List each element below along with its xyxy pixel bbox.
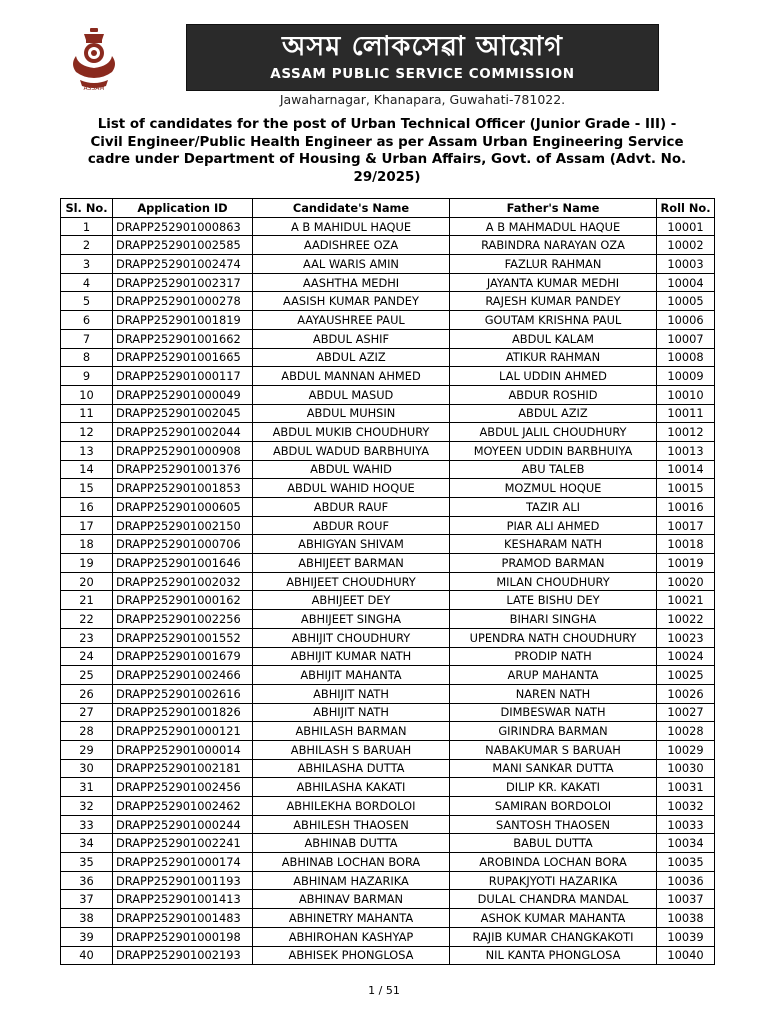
table-row <box>61 871 715 890</box>
cell-application-id: DRAPP252901000117 <box>113 367 253 386</box>
table-row <box>61 367 715 386</box>
cell-roll-no: 10026 <box>657 684 715 703</box>
cell-roll-no: 10024 <box>657 647 715 666</box>
table-row <box>61 498 715 517</box>
cell-application-id: DRAPP252901000014 <box>113 740 253 759</box>
cell-application-id: DRAPP252901001413 <box>113 890 253 909</box>
table-row <box>61 647 715 666</box>
cell-sl-no: 18 <box>61 535 113 554</box>
cell-application-id: DRAPP252901001646 <box>113 554 253 573</box>
cell-candidate-name: ABHIJIT KUMAR NATH <box>253 647 450 666</box>
cell-application-id: DRAPP252901000174 <box>113 853 253 872</box>
cell-candidate-name: AASHTHA MEDHI <box>253 273 450 292</box>
cell-sl-no: 19 <box>61 554 113 573</box>
cell-father-name: LAL UDDIN AHMED <box>450 367 657 386</box>
table-row <box>61 236 715 255</box>
cell-father-name: GIRINDRA BARMAN <box>450 722 657 741</box>
table-row <box>61 610 715 629</box>
cell-candidate-name: ABHIJEET DEY <box>253 591 450 610</box>
cell-roll-no: 10010 <box>657 385 715 404</box>
cell-roll-no: 10030 <box>657 759 715 778</box>
cell-roll-no: 10037 <box>657 890 715 909</box>
table-row <box>61 292 715 311</box>
cell-application-id: DRAPP252901002256 <box>113 610 253 629</box>
cell-candidate-name: ABDUL AZIZ <box>253 348 450 367</box>
commission-title-native: অসম লোকসেৱা আয়োগ <box>282 31 563 62</box>
cell-father-name: SANTOSH THAOSEN <box>450 815 657 834</box>
cell-father-name: BABUL DUTTA <box>450 834 657 853</box>
table-row <box>61 217 715 236</box>
cell-roll-no: 10011 <box>657 404 715 423</box>
cell-application-id: DRAPP252901002193 <box>113 946 253 965</box>
cell-candidate-name: ABDUL WADUD BARBHUIYA <box>253 441 450 460</box>
cell-sl-no: 23 <box>61 628 113 647</box>
cell-roll-no: 10038 <box>657 909 715 928</box>
cell-sl-no: 20 <box>61 572 113 591</box>
cell-father-name: DILIP KR. KAKATI <box>450 778 657 797</box>
cell-father-name: NAREN NATH <box>450 684 657 703</box>
cell-father-name: RAJIB KUMAR CHANGKAKOTI <box>450 927 657 946</box>
cell-candidate-name: ABHILASH S BARUAH <box>253 740 450 759</box>
table-row <box>61 591 715 610</box>
cell-father-name: NIL KANTA PHONGLOSA <box>450 946 657 965</box>
cell-candidate-name: ABDUL MANNAN AHMED <box>253 367 450 386</box>
table-row <box>61 554 715 573</box>
document-heading <box>60 116 714 186</box>
cell-father-name: ARUP MAHANTA <box>450 666 657 685</box>
commission-title-english: ASSAM PUBLIC SERVICE COMMISSION <box>270 66 575 82</box>
cell-roll-no: 10018 <box>657 535 715 554</box>
cell-sl-no: 15 <box>61 479 113 498</box>
heading-line: Civil Engineer/Public Health Engineer as per Assam Urban Engineering Service <box>90 134 684 150</box>
table-row <box>61 404 715 423</box>
cell-father-name: DIMBESWAR NATH <box>450 703 657 722</box>
cell-father-name: RAJESH KUMAR PANDEY <box>450 292 657 311</box>
cell-sl-no: 17 <box>61 516 113 535</box>
cell-candidate-name: ABHIJEET SINGHA <box>253 610 450 629</box>
cell-candidate-name: ABDUL MUKIB CHOUDHURY <box>253 423 450 442</box>
cell-roll-no: 10019 <box>657 554 715 573</box>
cell-roll-no: 10004 <box>657 273 715 292</box>
cell-sl-no: 21 <box>61 591 113 610</box>
cell-father-name: PIAR ALI AHMED <box>450 516 657 535</box>
cell-father-name: UPENDRA NATH CHOUDHURY <box>450 628 657 647</box>
column-header-father-name: Father's Name <box>450 199 657 218</box>
table-row <box>61 311 715 330</box>
cell-application-id: DRAPP252901000121 <box>113 722 253 741</box>
table-row <box>61 703 715 722</box>
cell-candidate-name: ABHIROHAN KASHYAP <box>253 927 450 946</box>
cell-roll-no: 10005 <box>657 292 715 311</box>
cell-father-name: RUPAKJYOTI HAZARIKA <box>450 871 657 890</box>
table-header-row <box>61 199 715 218</box>
cell-sl-no: 1 <box>61 217 113 236</box>
cell-father-name: A B MAHMADUL HAQUE <box>450 217 657 236</box>
cell-roll-no: 10034 <box>657 834 715 853</box>
cell-candidate-name: ABHISEK PHONGLOSA <box>253 946 450 965</box>
cell-sl-no: 25 <box>61 666 113 685</box>
cell-candidate-name: ABHILESH THAOSEN <box>253 815 450 834</box>
table-row <box>61 834 715 853</box>
table-row <box>61 423 715 442</box>
cell-father-name: AROBINDA LOCHAN BORA <box>450 853 657 872</box>
cell-candidate-name: ABDUL WAHID <box>253 460 450 479</box>
table-row <box>61 255 715 274</box>
cell-sl-no: 37 <box>61 890 113 909</box>
cell-candidate-name: ABHINAV BARMAN <box>253 890 450 909</box>
table-row <box>61 797 715 816</box>
cell-roll-no: 10022 <box>657 610 715 629</box>
cell-candidate-name: ABHILEKHA BORDOLOI <box>253 797 450 816</box>
cell-roll-no: 10020 <box>657 572 715 591</box>
table-row <box>61 684 715 703</box>
commission-banner <box>186 24 659 91</box>
commission-address: Jawaharnagar, Khanapara, Guwahati-781022. <box>279 92 566 107</box>
cell-sl-no: 6 <box>61 311 113 330</box>
cell-candidate-name: ABHILASHA DUTTA <box>253 759 450 778</box>
cell-candidate-name: ABHINAM HAZARIKA <box>253 871 450 890</box>
cell-application-id: DRAPP252901001662 <box>113 329 253 348</box>
page-indicator: 1 / 51 <box>368 984 400 997</box>
table-row <box>61 890 715 909</box>
cell-application-id: DRAPP252901001665 <box>113 348 253 367</box>
cell-sl-no: 22 <box>61 610 113 629</box>
cell-candidate-name: ABHINAB DUTTA <box>253 834 450 853</box>
table-row <box>61 441 715 460</box>
cell-father-name: SAMIRAN BORDOLOI <box>450 797 657 816</box>
cell-father-name: NABAKUMAR S BARUAH <box>450 740 657 759</box>
cell-sl-no: 4 <box>61 273 113 292</box>
cell-roll-no: 10006 <box>657 311 715 330</box>
table-row <box>61 740 715 759</box>
table-row <box>61 666 715 685</box>
cell-sl-no: 7 <box>61 329 113 348</box>
cell-roll-no: 10036 <box>657 871 715 890</box>
cell-roll-no: 10033 <box>657 815 715 834</box>
cell-roll-no: 10009 <box>657 367 715 386</box>
cell-father-name: KESHARAM NATH <box>450 535 657 554</box>
cell-candidate-name: ABHIJEET CHOUDHURY <box>253 572 450 591</box>
cell-sl-no: 24 <box>61 647 113 666</box>
cell-roll-no: 10015 <box>657 479 715 498</box>
cell-application-id: DRAPP252901000605 <box>113 498 253 517</box>
table-row <box>61 722 715 741</box>
cell-sl-no: 28 <box>61 722 113 741</box>
cell-father-name: TAZIR ALI <box>450 498 657 517</box>
cell-father-name: FAZLUR RAHMAN <box>450 255 657 274</box>
table-row <box>61 927 715 946</box>
cell-candidate-name: AAYAUSHREE PAUL <box>253 311 450 330</box>
cell-roll-no: 10032 <box>657 797 715 816</box>
cell-father-name: RABINDRA NARAYAN OZA <box>450 236 657 255</box>
cell-roll-no: 10029 <box>657 740 715 759</box>
cell-roll-no: 10035 <box>657 853 715 872</box>
cell-sl-no: 40 <box>61 946 113 965</box>
cell-application-id: DRAPP252901001483 <box>113 909 253 928</box>
cell-father-name: GOUTAM KRISHNA PAUL <box>450 311 657 330</box>
cell-father-name: MOYEEN UDDIN BARBHUIYA <box>450 441 657 460</box>
cell-sl-no: 30 <box>61 759 113 778</box>
cell-candidate-name: ABDUL MUHSIN <box>253 404 450 423</box>
cell-application-id: DRAPP252901002241 <box>113 834 253 853</box>
cell-father-name: LATE BISHU DEY <box>450 591 657 610</box>
cell-roll-no: 10001 <box>657 217 715 236</box>
column-header-sl-no: Sl. No. <box>61 199 113 218</box>
cell-roll-no: 10016 <box>657 498 715 517</box>
cell-father-name: MANI SANKAR DUTTA <box>450 759 657 778</box>
cell-application-id: DRAPP252901000198 <box>113 927 253 946</box>
cell-application-id: DRAPP252901002616 <box>113 684 253 703</box>
cell-application-id: DRAPP252901002456 <box>113 778 253 797</box>
cell-application-id: DRAPP252901000278 <box>113 292 253 311</box>
cell-father-name: ASHOK KUMAR MAHANTA <box>450 909 657 928</box>
table-row <box>61 516 715 535</box>
cell-sl-no: 34 <box>61 834 113 853</box>
table-body <box>61 217 715 965</box>
cell-sl-no: 2 <box>61 236 113 255</box>
cell-application-id: DRAPP252901001376 <box>113 460 253 479</box>
cell-sl-no: 36 <box>61 871 113 890</box>
cell-sl-no: 11 <box>61 404 113 423</box>
cell-candidate-name: A B MAHIDUL HAQUE <box>253 217 450 236</box>
table-row <box>61 460 715 479</box>
table-row <box>61 946 715 965</box>
cell-application-id: DRAPP252901001552 <box>113 628 253 647</box>
cell-sl-no: 35 <box>61 853 113 872</box>
heading-line: 29/2025) <box>353 169 421 185</box>
cell-sl-no: 27 <box>61 703 113 722</box>
cell-roll-no: 10040 <box>657 946 715 965</box>
cell-father-name: ABDUL AZIZ <box>450 404 657 423</box>
cell-sl-no: 31 <box>61 778 113 797</box>
cell-sl-no: 9 <box>61 367 113 386</box>
cell-roll-no: 10017 <box>657 516 715 535</box>
cell-application-id: DRAPP252901002585 <box>113 236 253 255</box>
cell-candidate-name: ABDUL MASUD <box>253 385 450 404</box>
cell-application-id: DRAPP252901001193 <box>113 871 253 890</box>
cell-roll-no: 10007 <box>657 329 715 348</box>
cell-application-id: DRAPP252901002317 <box>113 273 253 292</box>
cell-sl-no: 5 <box>61 292 113 311</box>
cell-application-id: DRAPP252901002150 <box>113 516 253 535</box>
cell-father-name: ABDUL JALIL CHOUDHURY <box>450 423 657 442</box>
column-header-roll-no: Roll No. <box>657 199 715 218</box>
cell-application-id: DRAPP252901000863 <box>113 217 253 236</box>
cell-roll-no: 10008 <box>657 348 715 367</box>
cell-roll-no: 10031 <box>657 778 715 797</box>
cell-application-id: DRAPP252901000908 <box>113 441 253 460</box>
cell-father-name: ABDUR ROSHID <box>450 385 657 404</box>
cell-father-name: PRAMOD BARMAN <box>450 554 657 573</box>
cell-sl-no: 39 <box>61 927 113 946</box>
cell-father-name: BIHARI SINGHA <box>450 610 657 629</box>
heading-line: cadre under Department of Housing & Urban Affairs, Govt. of Assam (Advt. No. <box>87 152 687 167</box>
cell-candidate-name: ABHIJIT CHOUDHURY <box>253 628 450 647</box>
cell-candidate-name: ABHIGYAN SHIVAM <box>253 535 450 554</box>
cell-father-name: MILAN CHOUDHURY <box>450 572 657 591</box>
cell-roll-no: 10025 <box>657 666 715 685</box>
table-row <box>61 759 715 778</box>
cell-application-id: DRAPP252901000706 <box>113 535 253 554</box>
cell-candidate-name: ABHILASHA KAKATI <box>253 778 450 797</box>
cell-sl-no: 16 <box>61 498 113 517</box>
cell-application-id: DRAPP252901000049 <box>113 385 253 404</box>
cell-roll-no: 10002 <box>657 236 715 255</box>
table-row <box>61 572 715 591</box>
cell-application-id: DRAPP252901001679 <box>113 647 253 666</box>
cell-sl-no: 38 <box>61 909 113 928</box>
table-row <box>61 853 715 872</box>
cell-candidate-name: ABDUR ROUF <box>253 516 450 535</box>
cell-application-id: DRAPP252901002032 <box>113 572 253 591</box>
cell-candidate-name: ABHIJIT NATH <box>253 703 450 722</box>
cell-roll-no: 10039 <box>657 927 715 946</box>
table-row <box>61 778 715 797</box>
cell-candidate-name: ABHIJEET BARMAN <box>253 554 450 573</box>
table-row <box>61 348 715 367</box>
cell-sl-no: 26 <box>61 684 113 703</box>
cell-sl-no: 29 <box>61 740 113 759</box>
cell-candidate-name: AADISHREE OZA <box>253 236 450 255</box>
cell-candidate-name: AASISH KUMAR PANDEY <box>253 292 450 311</box>
cell-application-id: DRAPP252901000244 <box>113 815 253 834</box>
table-row <box>61 909 715 928</box>
cell-candidate-name: ABHINETRY MAHANTA <box>253 909 450 928</box>
cell-candidate-name: ABDUL ASHIF <box>253 329 450 348</box>
cell-roll-no: 10028 <box>657 722 715 741</box>
table-row <box>61 329 715 348</box>
cell-application-id: DRAPP252901002462 <box>113 797 253 816</box>
cell-roll-no: 10013 <box>657 441 715 460</box>
cell-application-id: DRAPP252901000162 <box>113 591 253 610</box>
cell-roll-no: 10012 <box>657 423 715 442</box>
table-row <box>61 815 715 834</box>
cell-roll-no: 10027 <box>657 703 715 722</box>
table-row <box>61 535 715 554</box>
table-row <box>61 273 715 292</box>
cell-application-id: DRAPP252901002474 <box>113 255 253 274</box>
cell-candidate-name: ABHINAB LOCHAN BORA <box>253 853 450 872</box>
candidates-table <box>60 198 715 965</box>
cell-application-id: DRAPP252901002045 <box>113 404 253 423</box>
cell-application-id: DRAPP252901002181 <box>113 759 253 778</box>
cell-father-name: ABU TALEB <box>450 460 657 479</box>
cell-roll-no: 10003 <box>657 255 715 274</box>
cell-candidate-name: ABHIJIT MAHANTA <box>253 666 450 685</box>
cell-candidate-name: AAL WARIS AMIN <box>253 255 450 274</box>
cell-roll-no: 10021 <box>657 591 715 610</box>
table-row <box>61 628 715 647</box>
cell-sl-no: 33 <box>61 815 113 834</box>
cell-application-id: DRAPP252901001853 <box>113 479 253 498</box>
cell-roll-no: 10023 <box>657 628 715 647</box>
cell-candidate-name: ABHIJIT NATH <box>253 684 450 703</box>
cell-sl-no: 14 <box>61 460 113 479</box>
cell-sl-no: 12 <box>61 423 113 442</box>
cell-candidate-name: ABDUL WAHID HOQUE <box>253 479 450 498</box>
cell-sl-no: 8 <box>61 348 113 367</box>
emblem-label: ASSAM <box>83 85 105 92</box>
cell-application-id: DRAPP252901001819 <box>113 311 253 330</box>
cell-father-name: JAYANTA KUMAR MEDHI <box>450 273 657 292</box>
column-header-application-id: Application ID <box>113 199 253 218</box>
assam-emblem-icon <box>66 26 122 92</box>
cell-application-id: DRAPP252901001826 <box>113 703 253 722</box>
table-row <box>61 479 715 498</box>
cell-father-name: ATIKUR RAHMAN <box>450 348 657 367</box>
heading-line: List of candidates for the post of Urban Technical Officer (Junior Grade - III) - <box>97 117 677 132</box>
cell-roll-no: 10014 <box>657 460 715 479</box>
cell-father-name: DULAL CHANDRA MANDAL <box>450 890 657 909</box>
cell-father-name: ABDUL KALAM <box>450 329 657 348</box>
cell-candidate-name: ABDUR RAUF <box>253 498 450 517</box>
cell-sl-no: 13 <box>61 441 113 460</box>
cell-sl-no: 32 <box>61 797 113 816</box>
cell-application-id: DRAPP252901002044 <box>113 423 253 442</box>
cell-application-id: DRAPP252901002466 <box>113 666 253 685</box>
cell-sl-no: 10 <box>61 385 113 404</box>
table-row <box>61 385 715 404</box>
column-header-candidate-name: Candidate's Name <box>253 199 450 218</box>
cell-sl-no: 3 <box>61 255 113 274</box>
cell-father-name: MOZMUL HOQUE <box>450 479 657 498</box>
cell-father-name: PRODIP NATH <box>450 647 657 666</box>
cell-candidate-name: ABHILASH BARMAN <box>253 722 450 741</box>
